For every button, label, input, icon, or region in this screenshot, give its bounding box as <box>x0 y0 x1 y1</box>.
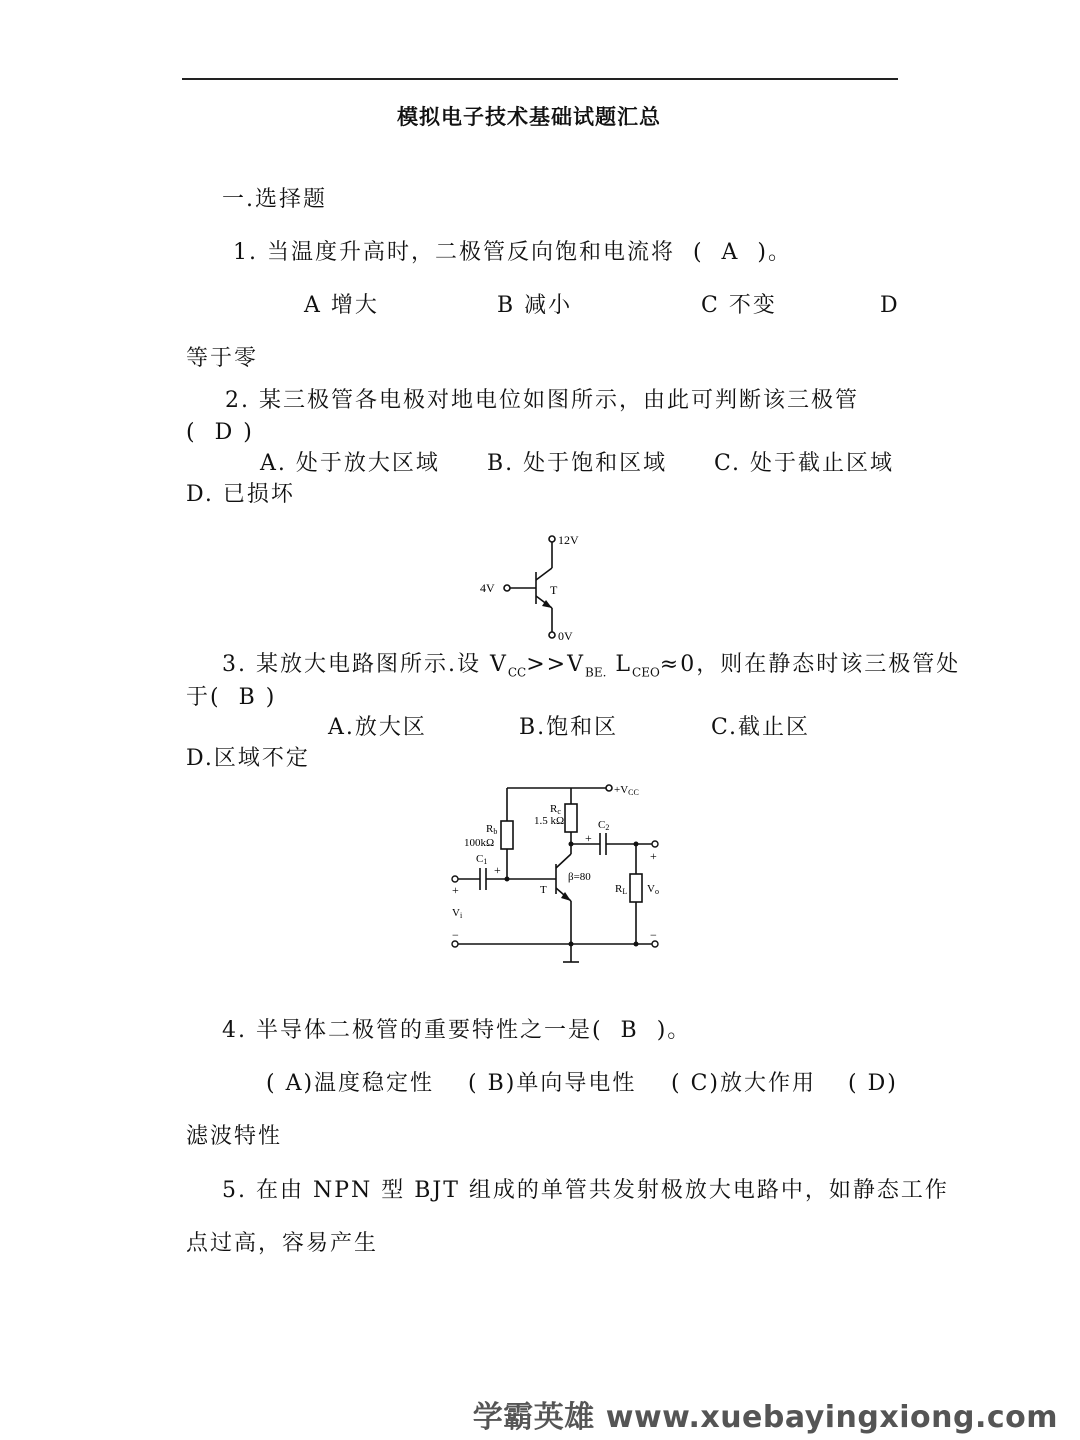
q3-option-b: B.饱和区 <box>519 715 619 740</box>
q4-option-d: ( D) <box>848 1071 898 1096</box>
output-plus: + <box>650 849 657 863</box>
c2-label: C2 <box>598 819 610 832</box>
emitter-voltage-label: 0V <box>558 629 573 643</box>
section-heading: 一.选择题 <box>222 187 327 212</box>
beta-label: β=80 <box>568 871 591 883</box>
input-minus: − <box>452 928 459 942</box>
vcc-label: +VCC <box>614 784 639 797</box>
rc-value: 1.5 kΩ <box>534 815 565 827</box>
c1-label: C1 <box>476 853 488 866</box>
q1-option-b: B 减小 <box>497 293 573 318</box>
q2-option-a: A. 处于放大区域 <box>260 451 440 476</box>
question-2: 2. 某三极管各电极对地电位如图所示，由此可判断该三极管 <box>225 388 859 413</box>
rl-label: RL <box>615 883 628 896</box>
q2-option-b: B. 处于饱和区域 <box>487 451 668 476</box>
rc-label: Rc <box>550 803 561 816</box>
question-5: 5. 在由 NPN 型 BJT 组成的单管共发射极放大电路中，如静态工作 <box>222 1178 949 1203</box>
q3-answer: 于( B ) <box>186 685 277 710</box>
rb-value: 100kΩ <box>464 837 495 849</box>
q1-option-d: D <box>880 293 900 318</box>
input-plus: + <box>452 883 459 897</box>
transistor-t-label: T <box>540 884 547 896</box>
q2-answer: ( D ) <box>186 420 254 445</box>
q2-option-c: C. 处于截止区域 <box>714 451 895 476</box>
vo-label: Vo <box>647 883 659 896</box>
page-title: 模拟电子技术基础试题汇总 <box>397 105 661 129</box>
amplifier-circuit-figure <box>440 776 680 970</box>
output-minus: − <box>650 928 657 942</box>
question-5-cont: 点过高，容易产生 <box>186 1231 379 1256</box>
question-3: 3. 某放大电路图所示.设 $V_{CC}>>V_{BE.}$ $L_{CEO}\approx 0$，则在静态时该三极管处 <box>222 652 961 680</box>
q4-option-b: ( B)单向导电性 <box>468 1071 637 1096</box>
transistor-label: T <box>550 583 558 597</box>
base-voltage-label: 4V <box>480 581 495 595</box>
transistor-potential-figure <box>470 528 610 646</box>
question-4: 4. 半导体二极管的重要特性之一是( B )。 <box>222 1018 692 1043</box>
c1-plus: + <box>494 863 501 877</box>
c2-plus: + <box>585 831 592 845</box>
header-rule <box>182 78 898 80</box>
q4-option-d-text: 滤波特性 <box>186 1124 283 1149</box>
q1-option-a: A 增大 <box>304 293 379 318</box>
q3-option-a: A.放大区 <box>328 715 427 740</box>
q3-option-c: C.截止区 <box>711 715 811 740</box>
q4-option-a: ( A)温度稳定性 <box>266 1071 435 1096</box>
rb-label: Rb <box>486 823 498 836</box>
site-watermark: 学霸英雄 www.xuebayingxiong.com <box>472 1400 1058 1435</box>
question-1: 1. 当温度升高时，二极管反向饱和电流将 ( A )。 <box>233 240 792 265</box>
q4-option-c: ( C)放大作用 <box>671 1071 816 1096</box>
q1-option-c: C 不变 <box>701 293 777 318</box>
q1-option-d-text: 等于零 <box>186 346 259 371</box>
q3-option-d: D.区域不定 <box>186 746 310 771</box>
q2-option-d: D. 已损坏 <box>186 482 295 507</box>
vi-label: Vi <box>452 907 463 920</box>
collector-voltage-label: 12V <box>558 533 579 547</box>
